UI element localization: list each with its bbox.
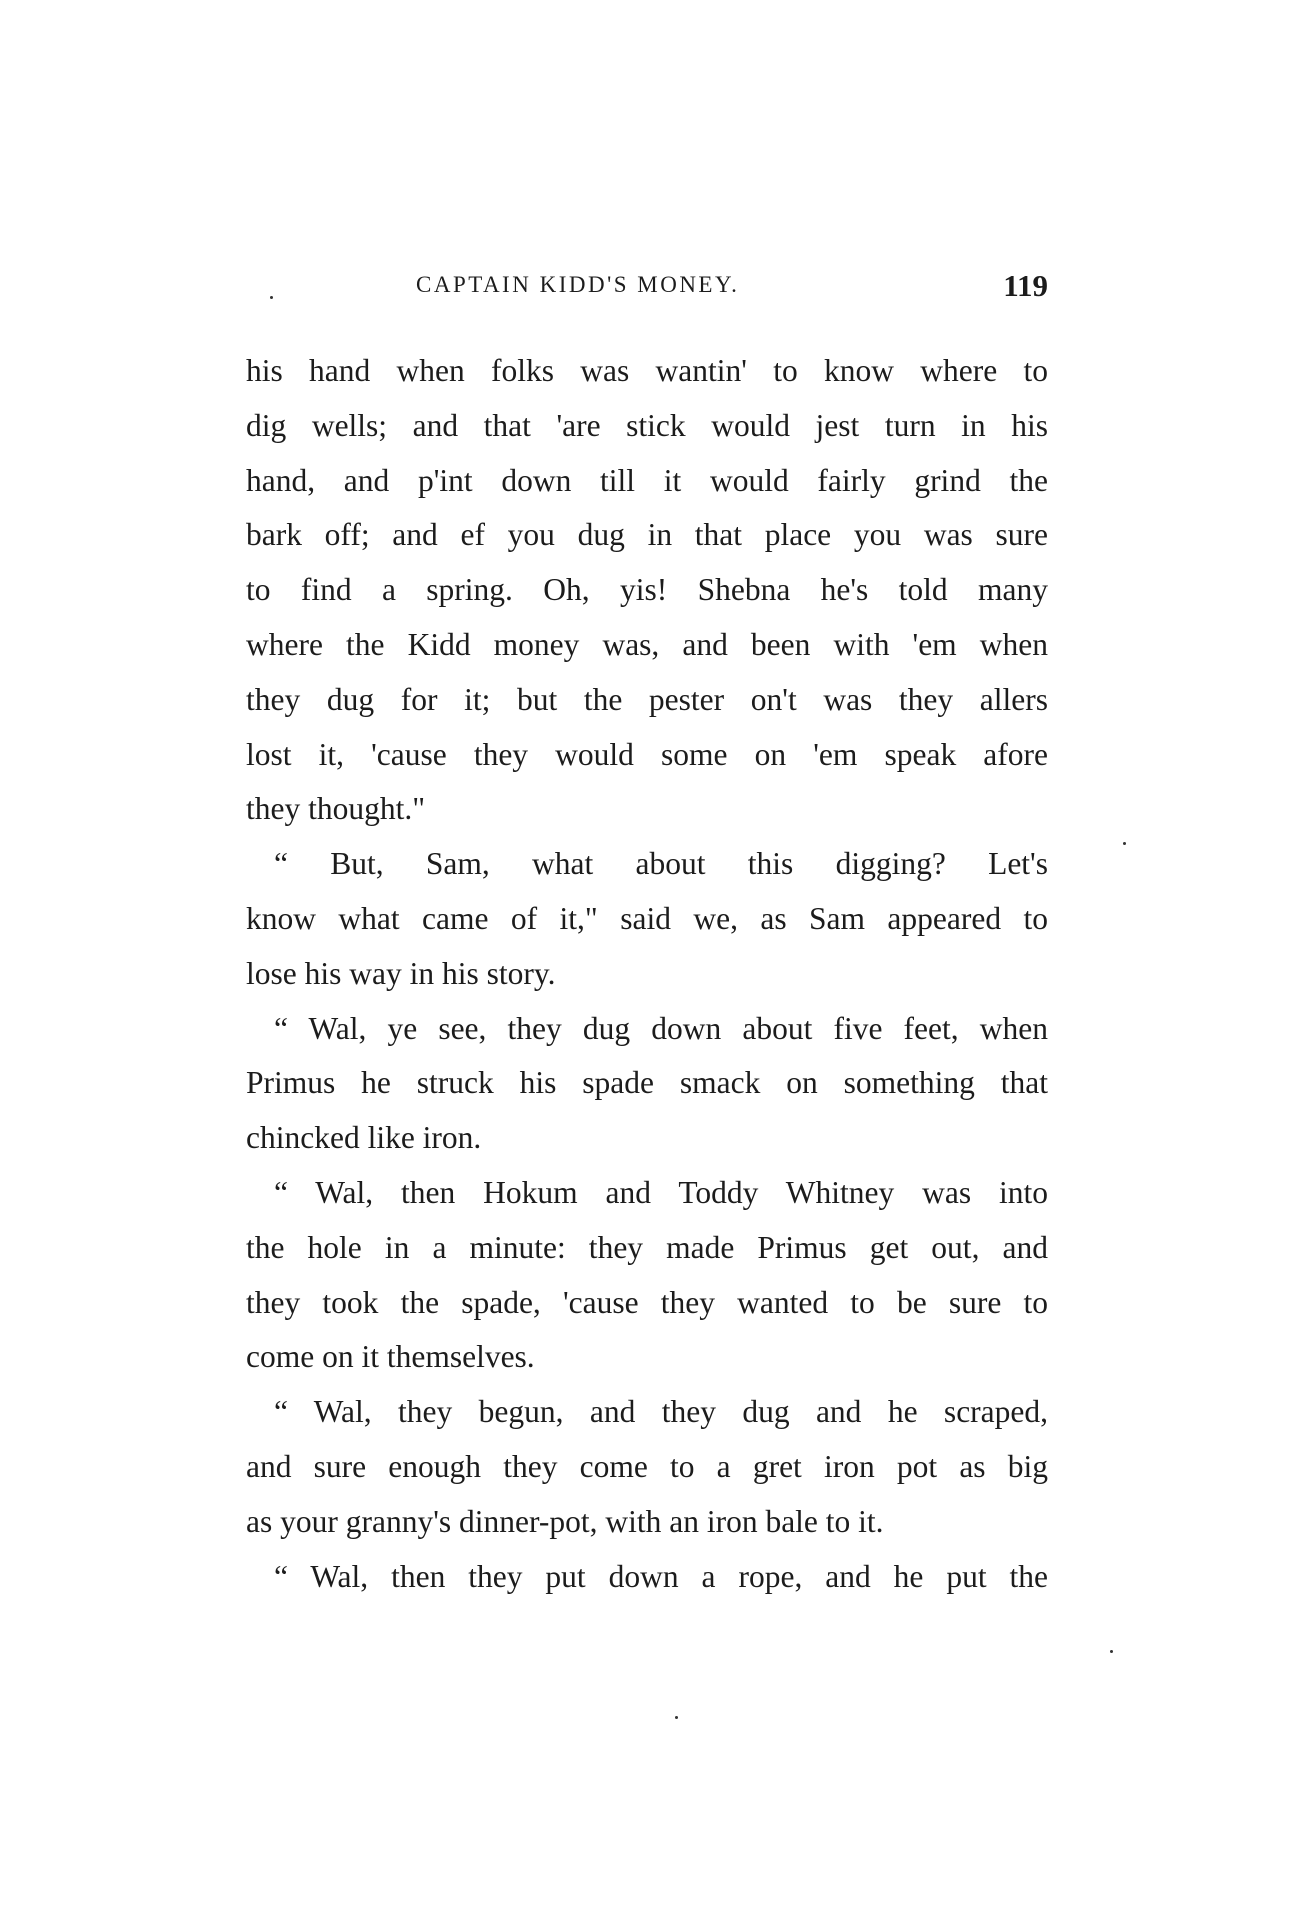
print-speck [1123,842,1126,845]
print-speck [675,1716,678,1719]
text-line: his hand when folks was wantin' to know where to [246,353,1048,388]
paragraph [246,837,1048,1001]
paragraph [246,1550,1048,1605]
text-line: “ Wal, then Hokum and Toddy Whitney was into [274,1174,1048,1210]
paragraph [246,344,1048,837]
text-line: they took the spade, 'cause they wanted to be sure to [246,1284,1048,1320]
print-speck [270,296,273,299]
print-speck [1110,1650,1113,1653]
text-line: lost it, 'cause they would some on 'em speak afore [246,736,1048,772]
text-line: come on it themselves. [246,1339,535,1375]
text-line: hand, and p'int down till it would fairly grind the [246,462,1048,498]
text-line: chincked like iron. [246,1120,482,1156]
paragraph [246,1166,1048,1385]
text-line: “ Wal, then they put down a rope, and he put the [274,1558,1048,1594]
paragraph [246,1002,1048,1166]
text-line: bark off; and ef you dug in that place you was sure [246,517,1048,553]
text-line: “ Wal, they begun, and they dug and he scraped, [274,1394,1048,1430]
text-line: lose his way in his story. [246,955,556,991]
paragraph [246,1385,1048,1549]
text-line: they dug for it; but the pester on't was they allers [246,681,1048,717]
page-number: 119 [1003,268,1048,303]
text-line: Primus he struck his spade smack on something that [246,1065,1048,1101]
running-title: CAPTAIN KIDD'S MONEY. [416,272,740,297]
text-line: “ But, Sam, what about this digging? Let's [274,846,1048,882]
text-line: to find a spring. Oh, yis! Shebna he's told many [246,572,1048,608]
text-line: dig wells; and that 'are stick would jest turn in his [246,407,1048,443]
body-text [246,344,1048,1604]
text-line: know what came of it," said we, as Sam appeared to [246,900,1048,936]
text-line: where the Kidd money was, and been with 'em when [246,626,1048,662]
text-line: “ Wal, ye see, they dug down about five feet, when [274,1010,1048,1046]
text-line: they thought." [246,791,426,827]
text-line: the hole in a minute: they made Primus get out, and [246,1229,1048,1265]
text-line: and sure enough they come to a gret iron pot as big [246,1448,1048,1484]
running-head [246,268,1048,308]
text-line: as your granny's dinner-pot, with an iron bale to it. [246,1503,884,1539]
